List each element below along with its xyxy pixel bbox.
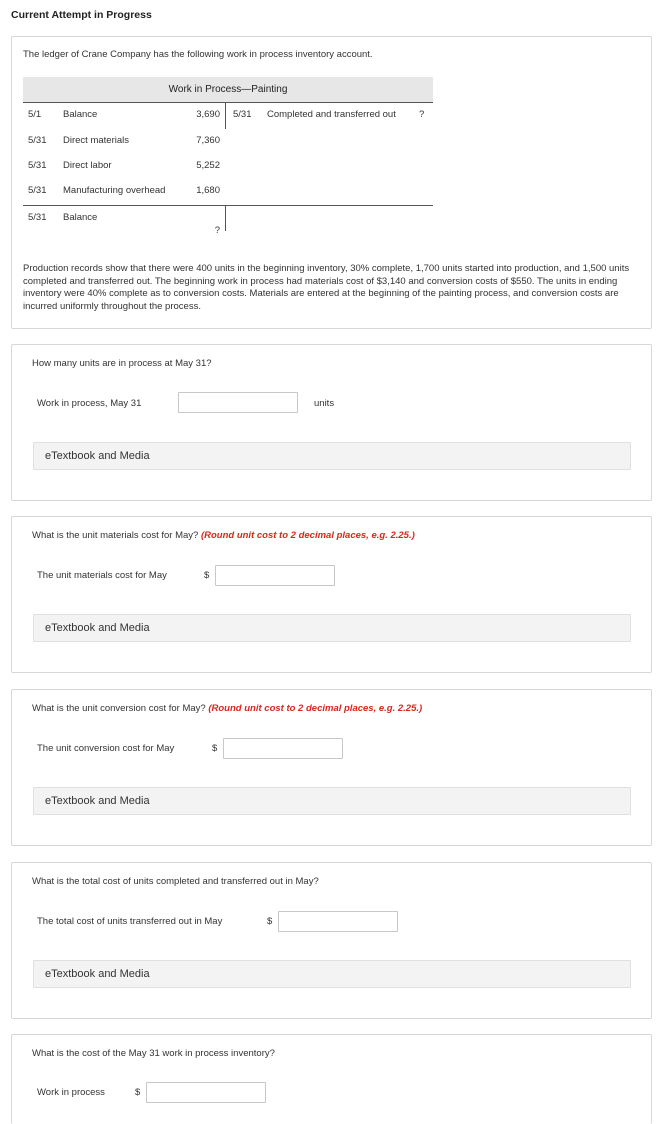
question-text — [32, 358, 212, 369]
rounding-note: (Round unit cost to 2 decimal places, e.g. 2.25.) — [208, 703, 423, 714]
problem-card — [11, 36, 652, 329]
question-card — [11, 1034, 652, 1124]
dollar-sign: $ — [135, 1087, 141, 1098]
ledger-divider — [225, 103, 226, 129]
production-records-text: Production records show that there were 400 units in the beginning inventory, 30% complete, 1,700 units started into production, and 1,500 units completed and transferred out. The beginning work in process had materials cost of $3,140 and conversion costs of $550. The units in ending inventory were 40% complete as to conversion costs. Materials are entered at the beginning of the painting process, and conversion costs are incurred uniformly throughout the process. — [23, 263, 630, 312]
ledger-total-line — [23, 205, 433, 206]
ledger-desc: Direct materials — [63, 135, 129, 146]
etextbook-media-button[interactable]: eTextbook and Media — [33, 787, 631, 815]
etextbook-media-button[interactable]: eTextbook and Media — [33, 960, 631, 988]
t-account-ledger — [23, 77, 433, 236]
dollar-sign: $ — [204, 570, 210, 581]
work-in-process-cost-input[interactable] — [146, 1082, 266, 1103]
intro-text: The ledger of Crane Company has the following work in process inventory account. — [23, 49, 373, 60]
unit-conversion-cost-input[interactable] — [223, 738, 343, 759]
question-text — [32, 703, 422, 714]
answer-label: The unit materials cost for May — [37, 570, 167, 581]
question-text — [32, 1048, 275, 1059]
ledger-date: 5/31 — [28, 135, 47, 146]
question-card — [11, 862, 652, 1019]
answer-label: Work in process — [37, 1087, 105, 1098]
ledger-amount: 3,690 — [196, 109, 220, 120]
question-text-main: What is the total cost of units completed and transferred out in May? — [32, 876, 319, 887]
ledger-credit-desc: Completed and transferred out — [267, 109, 396, 120]
answer-label: The unit conversion cost for May — [37, 743, 175, 754]
ledger-date: 5/31 — [28, 212, 47, 223]
total-cost-transferred-input[interactable] — [278, 911, 398, 932]
question-text-main: What is the cost of the May 31 work in process inventory? — [32, 1048, 275, 1059]
question-card — [11, 344, 652, 501]
question-text — [32, 530, 415, 541]
ledger-credit-date: 5/31 — [233, 109, 252, 120]
answer-label: The total cost of units transferred out in May — [37, 916, 223, 927]
units-label: units — [314, 398, 335, 409]
ledger-amount: ? — [214, 225, 220, 236]
ledger-desc: Direct labor — [63, 160, 112, 171]
ledger-credit-amount: ? — [419, 109, 425, 120]
question-text-main: How many units are in process at May 31? — [32, 358, 212, 369]
ledger-divider — [225, 205, 226, 231]
ledger-desc: Balance — [63, 109, 98, 120]
ledger-date: 5/1 — [28, 109, 42, 120]
question-text-main: What is the unit materials cost for May? — [32, 530, 199, 541]
ledger-title: Work in Process—Painting — [23, 77, 433, 103]
question-text-main: What is the unit conversion cost for May? — [32, 703, 206, 714]
question-card — [11, 689, 652, 846]
ledger-date: 5/31 — [28, 185, 47, 196]
page-title: Current Attempt in Progress — [11, 9, 152, 21]
rounding-note: (Round unit cost to 2 decimal places, e.g. 2.25.) — [200, 530, 415, 541]
ledger-date: 5/31 — [28, 160, 47, 171]
question-text — [32, 876, 319, 887]
ledger-desc: Balance — [63, 212, 98, 223]
question-card — [11, 516, 652, 673]
ledger-amount: 7,360 — [196, 135, 220, 146]
etextbook-media-button[interactable]: eTextbook and Media — [33, 442, 631, 470]
unit-materials-cost-input[interactable] — [215, 565, 335, 586]
dollar-sign: $ — [267, 916, 273, 927]
ledger-desc: Manufacturing overhead — [63, 185, 166, 196]
answer-label: Work in process, May 31 — [37, 398, 142, 409]
ledger-amount: 1,680 — [196, 185, 220, 196]
dollar-sign: $ — [212, 743, 218, 754]
work-in-process-units-input[interactable] — [178, 392, 298, 413]
etextbook-media-button[interactable]: eTextbook and Media — [33, 614, 631, 642]
ledger-amount: 5,252 — [196, 160, 220, 171]
